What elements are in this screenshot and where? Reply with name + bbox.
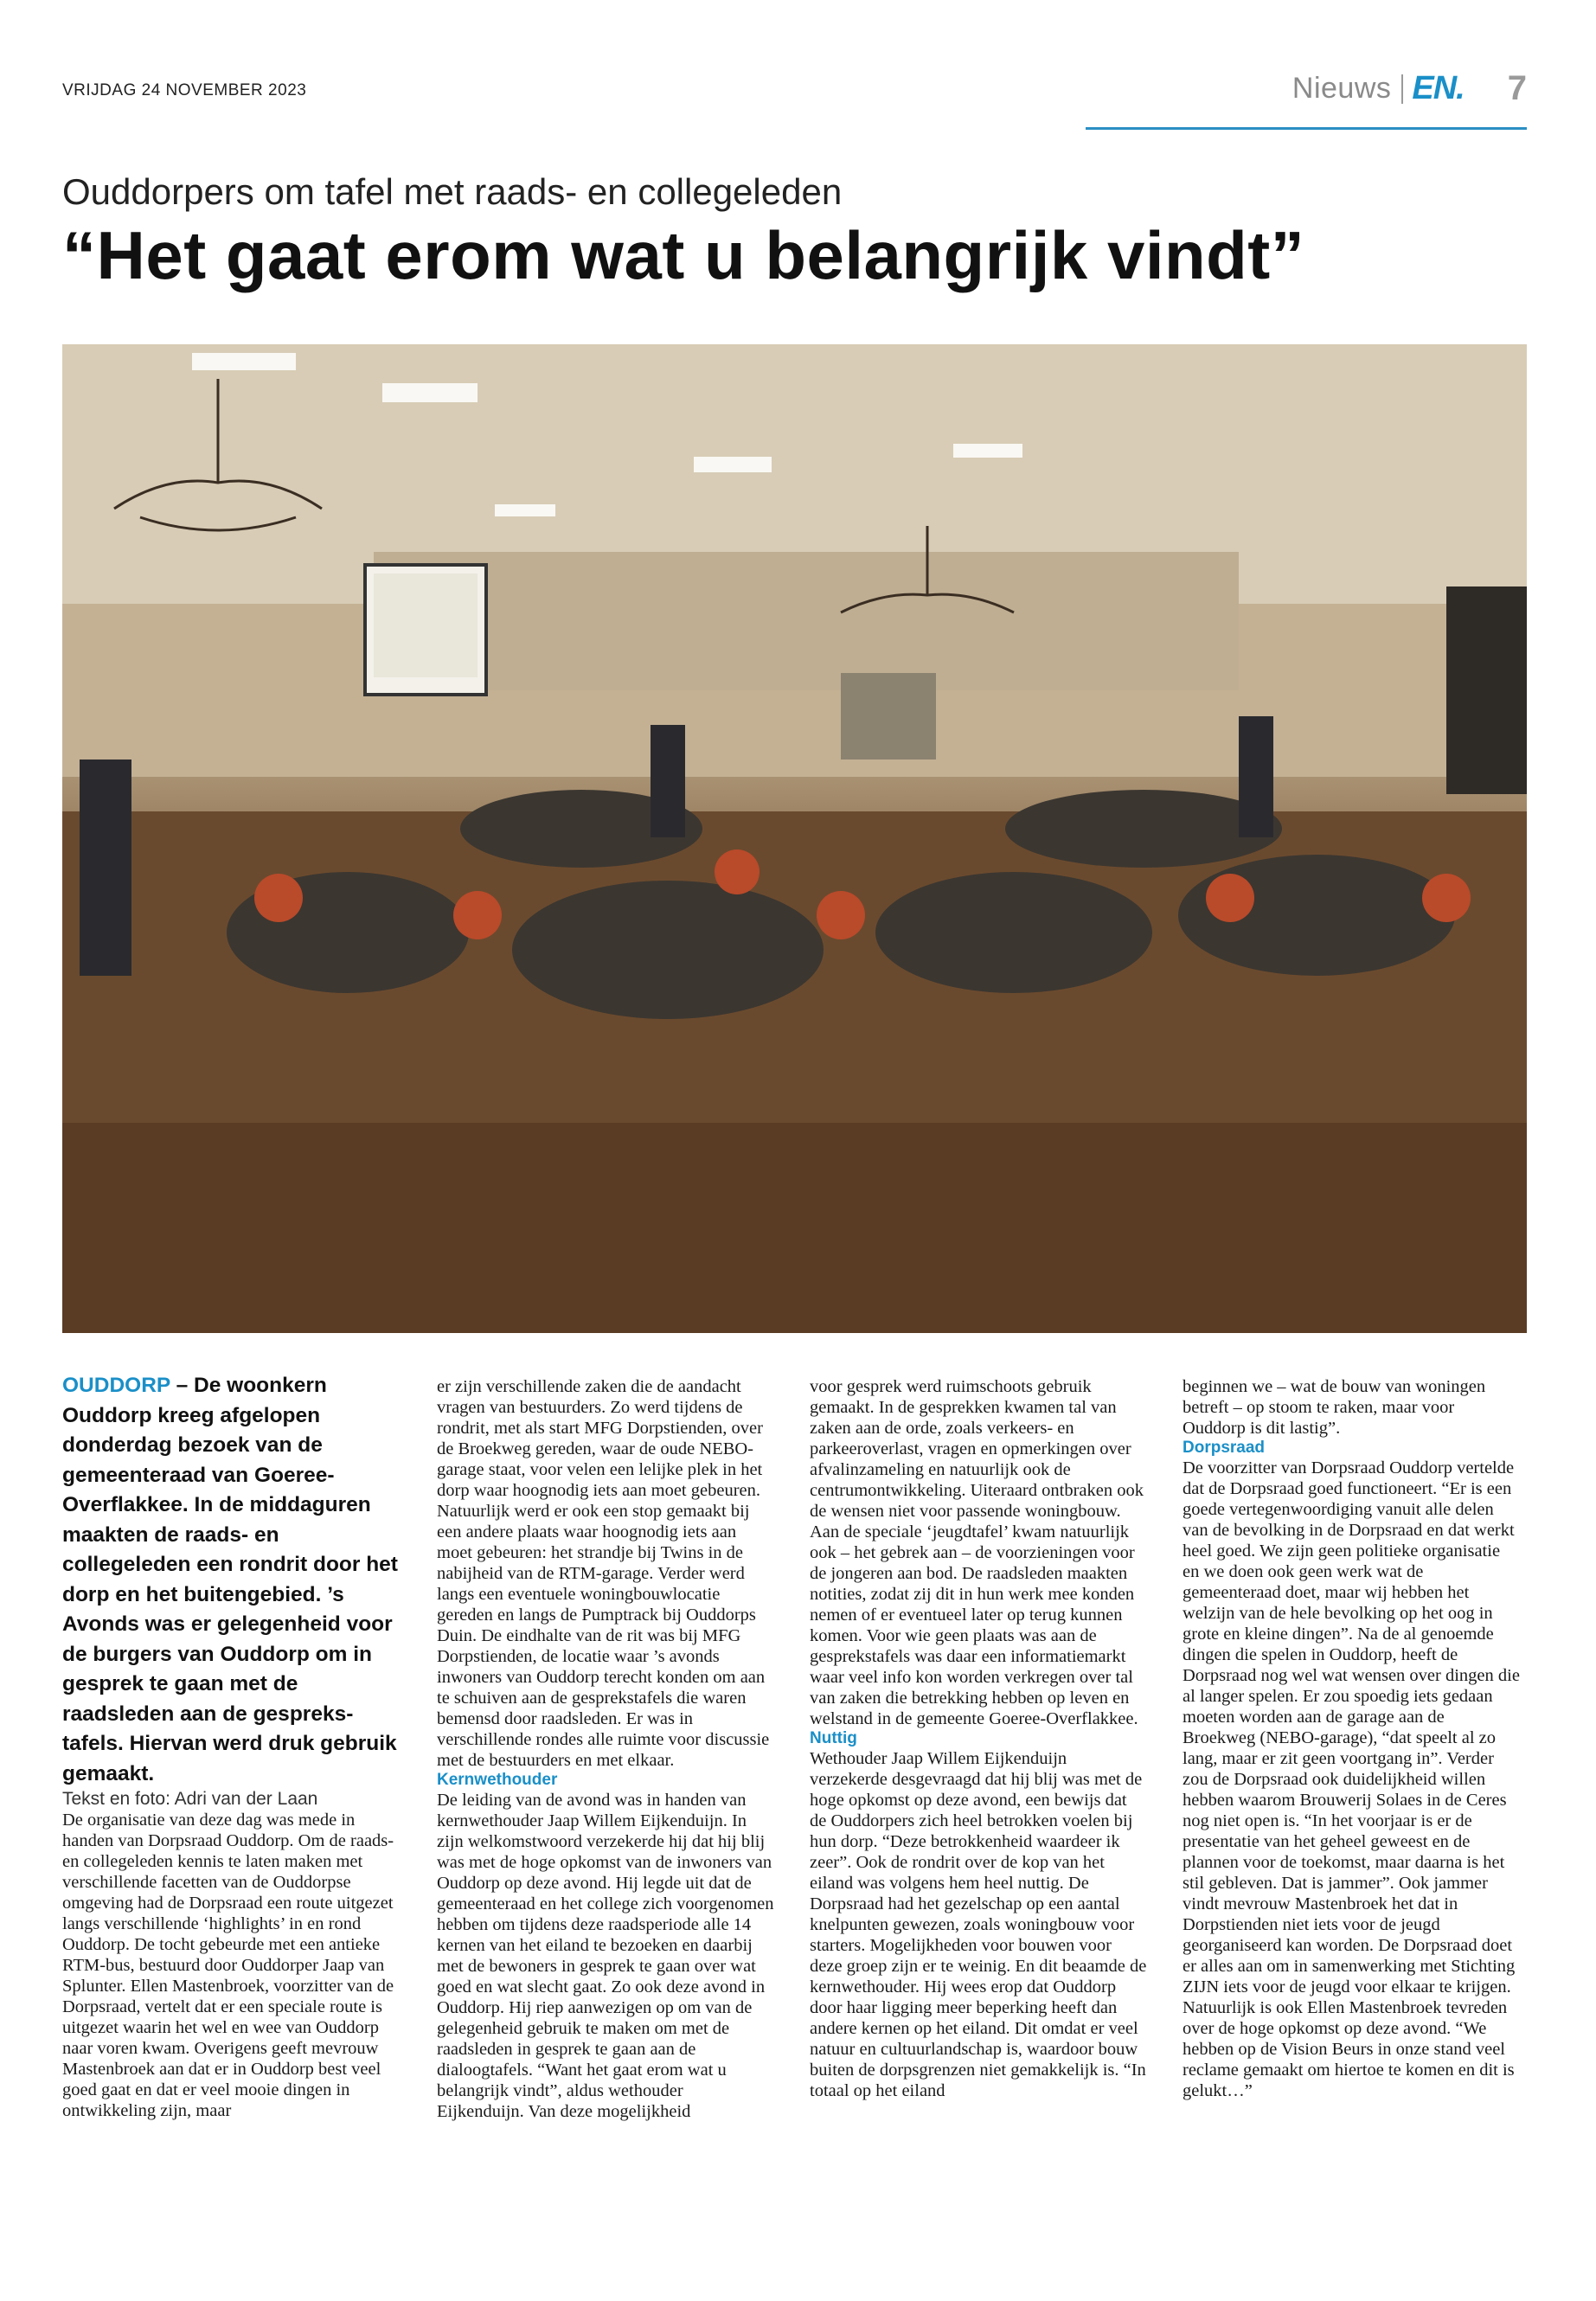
body-paragraph: er zijn verschillende zaken die de aandacht vragen van bestuurders. Zo werd tijdens de rondrit, met als start MFG Dorpstienden, over de Broekweg gereden, waar de oude NEBO-garage staat, voor velen een lelijke plek in het dorp waar hoognodig iets aan moet gebeuren. Natuurlijk werd er ook een stop gemaakt bij een andere plaats waar hoognodig iets aan moet gebeuren: het strandje bij Twins in de nabijheid van de RTM-garage. Verder werd langs een eventuele woningbouwlocatie gereden en langs de Pumptrack bij Ouddorps Duin. De eindhalte van de rit was bij MFG Dorpstienden, de locatie waar ’s avonds inwoners van Ouddorp terecht konden om aan te schuiven aan de gesprekstafels die waren bemensd door raadsleden. Er was in verschillende rondes alle ruimte voor discussie met de bestuurders en met elkaar. bbox=[437, 1377, 770, 1770]
page-number: 7 bbox=[1507, 69, 1527, 107]
article-photo bbox=[62, 344, 1527, 1333]
body-paragraph: De leiding van de avond was in handen van kernwethouder Jaap Willem Eijkenduijn. In zijn welkomstwoord verzekerde hij dat hij blij was met de hoge opkomst van de inwoners van Ouddorp op deze avond. Hij legde uit dat de gemeenteraad en het college zich voorgenomen hebben om tijdens deze raadsperiode alle 14 kernen van het eiland te bezoeken en daarbij met de bewoners in gesprek te gaan over wat goed en wat slecht gaat. Zo ook deze avond in Ouddorp. Hij riep aanwezigen op om van de gelegenheid gebruik te maken om met de raadsleden in gesprek te gaan aan de dialoogtafels. “Want het gaat erom wat u belangrijk vindt”, aldus wethouder Eijkenduijn. Van deze mogelijkheid bbox=[437, 1791, 774, 2121]
lead-text: – De woonkern Ouddorp kreeg afgelopen donderdag bezoek van de gemeenteraad van Goeree-Overflakkee. In de middaguren maakten de raads- en collegeleden een rondrit door het dorp en het buitengebied. ’s Avonds was er gelegenheid voor de burgers van Ouddorp om in gesprek te gaan met de raadsleden aan de gesprekstafels. Hiervan werd druk gebruik gemaakt. bbox=[62, 1374, 398, 1785]
body-paragraph: De organisatie van deze dag was mede in handen van Dorpsraad Ouddorp. Om de raads- en collegeleden kennis te laten maken met verschillende facetten van de Ouddorpse omgeving had de Dorpsraad een route uitgezet langs verschillende ‘highlights’ in en rond Ouddorp. De tocht gebeurde met een antieke RTM-bus, bestuurd door Ouddorper Jaap van Splunter. Ellen Mastenbroek, voorzitter van de Dorpsraad, vertelt dat er een speciale route is uitgezet waarin het wel en wee van Ouddorp naar voren kwam. Overigens geeft mevrouw Mastenbroek aan dat er in Ouddorp best veel goed gaat en dat er veel mooie dingen in ontwikkeling zijn, maar bbox=[62, 1811, 394, 2120]
byline: Tekst en foto: Adri van der Laan bbox=[62, 1789, 318, 1809]
article-column-1 bbox=[62, 1371, 400, 2121]
section-label: Nieuws bbox=[1292, 72, 1392, 105]
article-column-4 bbox=[1183, 1376, 1520, 2101]
subheading: Kernwethouder bbox=[437, 1771, 558, 1789]
header-rule bbox=[1086, 127, 1527, 130]
masthead bbox=[1292, 69, 1527, 108]
body-paragraph: Wethouder Jaap Willem Eijkenduijn verzekerde desgevraagd dat hij blij was met de hoge opkomst op deze avond, een bewijs dat de Ouddorpers zich heel betrokken voelen bij hun dorp. “Deze betrokkenheid waardeer ik zeer”. Ook de rondrit over de kop van het eiland was volgens hem heel nuttig. De Dorpsraad had het gezelschap op een aantal knelpunten gewezen, zoals woningbouw voor starters. Mogelijkheden voor bouwen voor deze groep zijn er te weinig. En dit beaamde de kernwethouder. Hij wees erop dat Ouddorp door haar ligging meer beperking heeft dan andere kernen op het eiland. Dit omdat er veel natuur en cultuurlandschap is, waardoor bouw buiten de dorpsgrenzen niet gemakkelijk is. “In totaal op het eiland bbox=[810, 1749, 1147, 2100]
article-column-2 bbox=[437, 1376, 774, 2122]
body-paragraph: Natuurlijk is ook Ellen Mastenbroek tevreden over de hoge opkomst op deze avond. “We hebben op de Vision Beurs in onze stand veel reclame gemaakt om hiertoe te komen en dit is gelukt…” bbox=[1183, 1998, 1515, 2100]
masthead-divider bbox=[1401, 74, 1403, 104]
issue-date: VRIJDAG 24 NOVEMBER 2023 bbox=[62, 81, 307, 99]
meeting-hall-illustration bbox=[62, 344, 1527, 1333]
article-headline: “Het gaat erom wat u belangrijk vindt” bbox=[62, 217, 1305, 293]
subheading: Dorpsraad bbox=[1183, 1439, 1266, 1457]
subheading: Nuttig bbox=[810, 1729, 857, 1747]
article-kicker: Ouddorpers om tafel met raads- en collegeleden bbox=[62, 171, 843, 212]
article-column-3 bbox=[810, 1376, 1147, 2101]
lead-paragraph bbox=[62, 1371, 400, 1789]
dateline: OUDDORP bbox=[62, 1374, 170, 1397]
body-paragraph: beginnen we – wat de bouw van woningen betreft – op stoom te raken, maar voor Ouddorp is dit lastig”. bbox=[1183, 1377, 1486, 1438]
newspaper-logo: EN. bbox=[1412, 70, 1465, 106]
body-paragraph: De voorzitter van Dorpsraad Ouddorp vertelde dat de Dorpsraad goed functioneert. “Er is een goede vertegenwoordiging vanuit alle delen van de bevolking in de Dorpsraad en dat werkt heel goed. We zijn geen politieke organisatie en we doen ook geen werk wat de gemeenteraad doet, maar wij hebben het welzijn van de hele bevolking op het oog in grote en kleine dingen”. Na de al genoemde dingen die spelen in Ouddorp, heeft de Dorpsraad nog wel wat wensen over dingen die al langer spelen. Er zou spoedig iets gedaan moeten worden aan de garage aan de Broekweg (NEBO-garage), “dat speelt al zo lang, maar er zit geen voortgang in”. Verder zou de Dorpsraad ook duidelijkheid willen hebben waarom Brouwerij Solaes in de Ceres nog niet open is. “In het voorjaar is er de presentatie van het geheel geweest en de plannen voor de toekomst, maar daarna is het stil gebleven. Dat is jammer”. Ook jammer vindt mevrouw Mastenbroek het dat in Dorpstienden niet iets voor de jeugd georganiseerd kan worden. De Dorpsraad doet er alles aan om in samenwerking met Stichting ZIJN iets voor de jeugd voor elkaar te krijgen. bbox=[1183, 1458, 1520, 1997]
body-paragraph: voor gesprek werd ruimschoots gebruik gemaakt. In de gesprekken kwamen tal van zaken aan de orde, zoals verkeers- en parkeeroverlast, vragen en opmerkingen over afvalinzameling en natuurlijk ook de centrumontwikkeling. Uiteraard ontbraken ook de wensen niet voor passende woningbouw. Aan de speciale ‘jeugdtafel’ kwam natuurlijk ook – het gebrek aan – de voorzieningen voor de jongeren aan bod. De raadsleden maakten notities, zodat zij dit in hun werk mee konden nemen of er eventueel later op terug kunnen komen. Voor wie geen plaats was aan de gesprekstafels was daar een informatiemarkt waar veel info kon worden verkregen over tal van zaken die betrekking hebben op leven en welstand in de gemeente Goeree-Overflakkee. bbox=[810, 1377, 1144, 1728]
